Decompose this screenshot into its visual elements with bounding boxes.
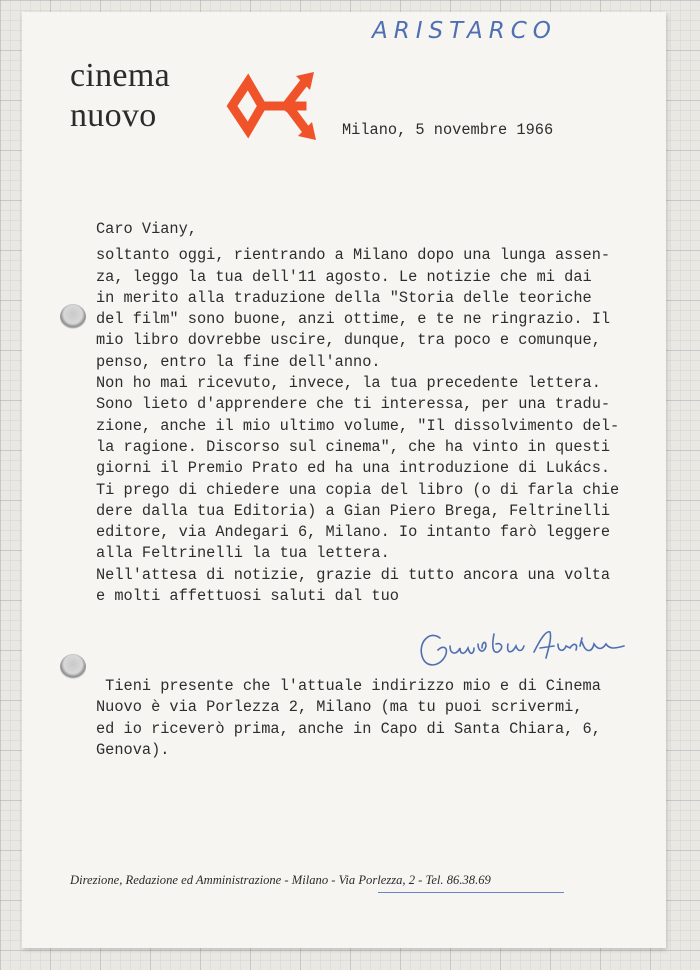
letter-line: Non ho mai ricevuto, invece, la tua precedente lettera.: [96, 374, 601, 393]
punch-hole-top: [60, 304, 86, 330]
letter-line: Caro Viany,: [96, 220, 197, 238]
letter-line: in merito alla traduzione della "Storia delle teoriche: [96, 288, 592, 307]
letter-line: Ti prego di chiedere una copia del libro (o di farla chie: [96, 480, 620, 499]
letter-line: del film" sono buone, anzi ottime, e te ne ringrazio. Il: [96, 310, 611, 329]
letter-line: la ragione. Discorso sul cinema", che ha vinto in questi: [96, 437, 611, 456]
masthead-line-2: nuovo: [70, 97, 157, 134]
postscript-line: Tieni presente che l'attuale indirizzo mio e di Cinema: [96, 677, 601, 695]
masthead-name: [70, 56, 170, 136]
letter-line: penso, entro la fine dell'anno.: [96, 352, 381, 371]
letter-line: e molti affettuosi saluti dal tuo: [96, 587, 399, 606]
letter-line: Nell'attesa di notizie, grazie di tutto ancora una volta: [96, 565, 611, 584]
footer-underline: [378, 892, 564, 893]
letter-line: Sono lieto d'apprendere che ti interessa, per una tradu-: [96, 395, 611, 414]
postscript-line: Nuovo è via Porlezza 2, Milano (ma tu puoi scrivermi,: [96, 698, 583, 717]
postscript: [96, 676, 656, 761]
handwritten-name: ARISTARCO: [372, 18, 557, 44]
postscript-line: Genova).: [96, 740, 170, 759]
letter-body: [96, 219, 656, 607]
masthead-line-1: cinema: [70, 57, 170, 94]
signature-text: Guido Aristarco: [412, 624, 419, 625]
cinema-nuovo-logo-icon: [224, 70, 320, 156]
letter-line: giorni il Premio Prato ed ha una introduzione di Lukács.: [96, 459, 611, 478]
letter-line: mio libro dovrebbe uscire, dunque, tra poco e comunque,: [96, 331, 601, 350]
postscript-line: ed io riceverò prima, anche in Capo di Santa Chiara, 6,: [96, 719, 601, 738]
letter-line: za, leggo la tua dell'11 agosto. Le notizie che mi dai: [96, 267, 592, 286]
letter-line: soltanto oggi, rientrando a Milano dopo una lunga assen-: [96, 246, 611, 265]
handwritten-signature: [412, 624, 632, 676]
letter-line: zione, anche il mio ultimo volume, "Il dissolvimento del-: [96, 416, 620, 435]
letter-line: alla Feltrinelli la tua lettera.: [96, 544, 390, 563]
punch-hole-bottom: [60, 654, 86, 680]
date-line: Milano, 5 novembre 1966: [342, 121, 554, 139]
letterhead-footer: Direzione, Redazione ed Amministrazione - Milano - Via Porlezza, 2 - Tel. 86.38.69: [70, 873, 491, 887]
letter-line: editore, via Andegari 6, Milano. Io intanto farò leggere: [96, 523, 611, 542]
letter-line: dere dalla tua Editoria) a Gian Piero Brega, Feltrinelli: [96, 501, 611, 520]
